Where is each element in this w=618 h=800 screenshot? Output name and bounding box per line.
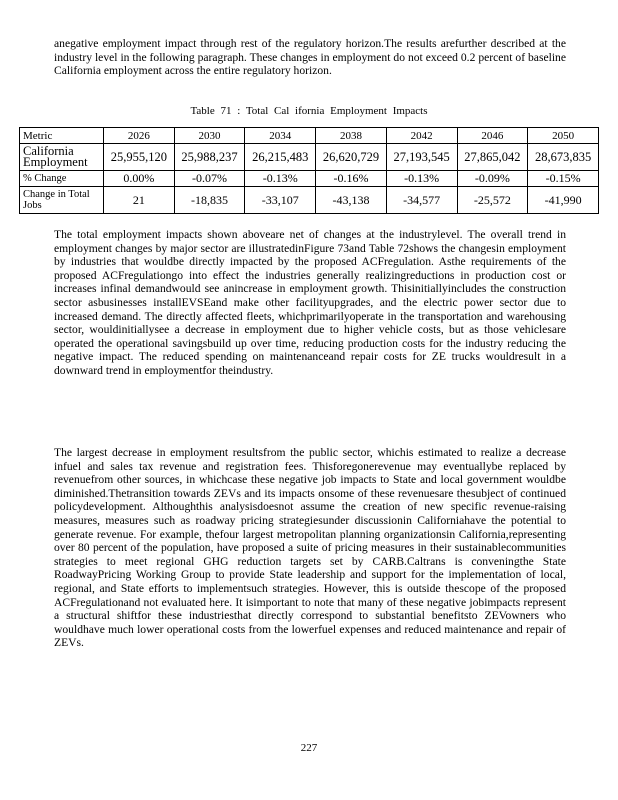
table-cell: 26,215,483 [245, 144, 316, 171]
table-cell: -43,138 [316, 187, 387, 214]
table-cell: 25,955,120 [104, 144, 175, 171]
table-cell: -0.13% [245, 171, 316, 187]
table-cell: 27,193,545 [386, 144, 457, 171]
employment-impacts-table [19, 127, 599, 214]
table-cell: -0.07% [174, 171, 245, 187]
table-cell: -0.15% [528, 171, 599, 187]
table-cell: -0.09% [457, 171, 528, 187]
column-header-year: 2042 [386, 128, 457, 144]
table-cell: 0.00% [104, 171, 175, 187]
table-cell: -0.13% [386, 171, 457, 187]
table-cell: 26,620,729 [316, 144, 387, 171]
row-label: California Employment [20, 144, 104, 171]
table-cell: 21 [104, 187, 175, 214]
page-number: 227 [300, 742, 318, 754]
table-cell: -18,835 [174, 187, 245, 214]
table-caption: Table 71 : Total Cal ifornia Employment Impacts [190, 105, 428, 117]
column-header-year: 2050 [528, 128, 599, 144]
table-row [20, 171, 599, 187]
intro-paragraph: anegative employment impact through rest of the regulatory horizon.The results arefurther described at the industry level in the following paragraph. These changes in employment do not exceed 0.2 percent of baseline California employment across the entire regulatory horizon. [54, 37, 566, 78]
column-header-year: 2038 [316, 128, 387, 144]
column-header-year: 2030 [174, 128, 245, 144]
body-paragraph: The total employment impacts shown aboveare net of changes at the industrylevel. The overall trend in employment changes by major sector are illustratedinFigure 73and Table 72shows the changesin employment by industries that wouldbe directly impacted by the proposed ACFregulation. Asthe requirements of the proposed ACFregulationgo into effect the industries generally realizingreductions in production cost or increases infinal demandwould see anincrease in employment growth. Thisinitiallyincludes the construction sector asbusinesses installEVSEand make other facilityupgrades, and the electric power sector due to increased demand. The directly affected fleets, whichprimarilyoperate in the transportation and warehousing sector, wouldinitiallysee a decrease in employment due to higher vehicle costs, but as those vehiclesare operated the operational savingsbuild up over time, reducing production costs for the industry reducing the negative impact. The reduced spending on maintenanceand repair costs for ZE trucks wouldresult in a downward trend in employmentfor theindustry. [54, 228, 566, 377]
table-cell: -34,577 [386, 187, 457, 214]
column-header-year: 2026 [104, 128, 175, 144]
table-cell: 28,673,835 [528, 144, 599, 171]
body-paragraph: The largest decrease in employment resultsfrom the public sector, whichis estimated to realize a decrease infuel and sales tax revenue and registration fees. Thisforegonerevenue may eventuallybe replaced by revenuefrom other sources, in whichcase these negative job impacts to State and local government wouldbe diminished.Thetransition towards ZEVs and its impacts onsome of these revenuesare thesubject of continued policydevelopment. Althoughthis analysisdoesnot assume the creation of new specific revenue-raising measures, measures such as roadway pricing strategiesunder discussionin Californiahave the potential to generate revenue. For example, thefour largest metropolitan planning organizationsin California,representing over 80 percent of the population, have proposed a suite of pricing measures in their sustainablecommunities strategies to meet regional GHG reduction targets set by CARB.Caltrans is conveningthe State RoadwayPricing Working Group to provide State leadership and support for the implementation of local, regional, and State efforts to implementsuch strategies. However, this is outside thescope of the proposed ACFregulationand not evaluated here. It isimportant to note that many of these negative jobimpacts represent a structural shiftfor these industriesthat directly correspond to substantial benefitsto ZEVowners who wouldhave much lower operational costs from the lowerfuel expenses and reduced maintenance and repair of ZEVs. [54, 446, 566, 650]
table-row [20, 144, 599, 171]
column-header-year: 2046 [457, 128, 528, 144]
table-cell: -33,107 [245, 187, 316, 214]
column-header-metric: Metric [20, 128, 104, 144]
column-header-year: 2034 [245, 128, 316, 144]
table-cell: -41,990 [528, 187, 599, 214]
row-label: % Change [20, 171, 104, 187]
table-cell: -25,572 [457, 187, 528, 214]
table-cell: -0.16% [316, 171, 387, 187]
table-cell: 25,988,237 [174, 144, 245, 171]
table-header-row [20, 128, 599, 144]
row-label: Change in Total Jobs [20, 187, 104, 214]
table-cell: 27,865,042 [457, 144, 528, 171]
table-row [20, 187, 599, 214]
